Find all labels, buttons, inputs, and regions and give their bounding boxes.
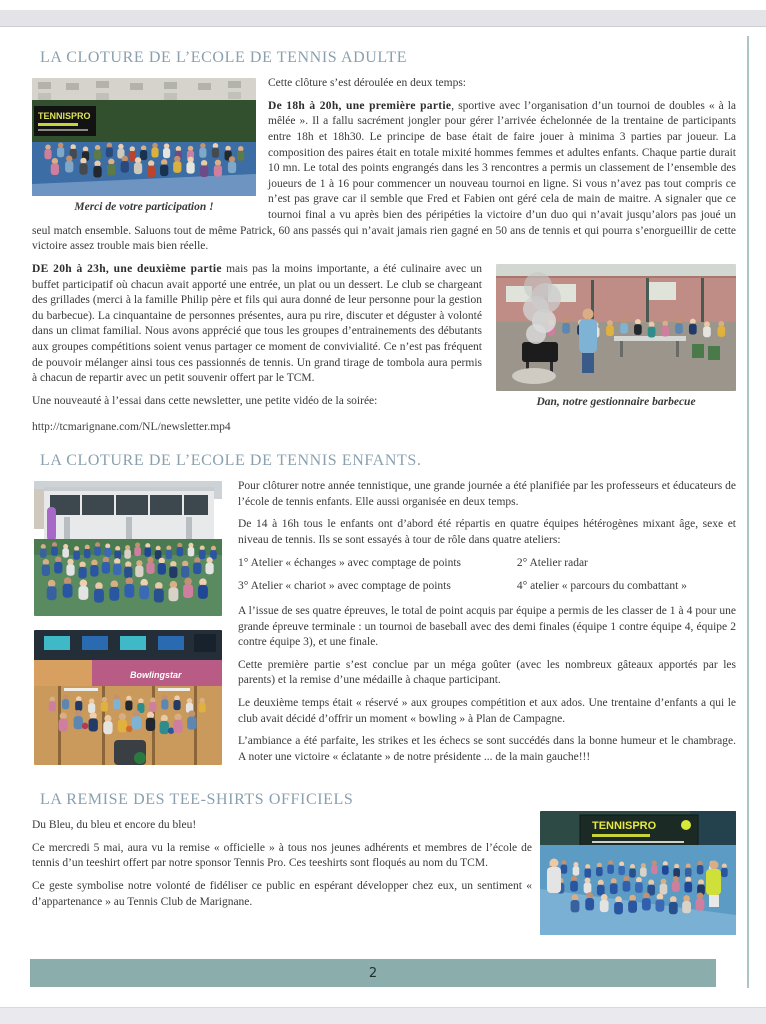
enfants-photo-column xyxy=(34,481,222,773)
bowling-photo xyxy=(34,630,222,765)
photo-adult-group xyxy=(32,78,256,213)
adulte-para1-body: , sportive avec l’organisation d’un tournoi de doubles « à la mêlée ». Il a fallu sacrément jongler pour gérer l’arrivée échelonnée de la trentaine de participants entre 18h et 18h30. Le principe de base était de faire jouer à minima 3 parties par joueur. La composition des paires était en totale mixité hommes femmes et adultes enfants. Chaque partie durait 10 mn. Le total des points engrangés dans les 3 rencontres a permis un classement de l’ensemble des joueurs de 1 à 16 pour commencer un nouveau tournoi en ligne. Si vous n’avez pas tout compris ce n’est pas grave car il semble que Fred et Fabien ont géré cela de main de maitre. A signaler que ce tournoi final a vu après bien des péripéties la victoire d’un duo qui n’avait jusqu’alors pas joué un seul match ensemble. Saluons tout de même Patrick, 60 ans passés qui n’avait jamais rien gagné en 50 ans de tennis et qui pourra s’enorgueillir de cette victoire assez trouble mais bien réelle. xyxy=(32,99,737,253)
adult-group-photo xyxy=(32,78,256,196)
photo-barbecue xyxy=(496,264,736,408)
page-content xyxy=(0,27,766,917)
bowlingstar-sign-text: Bowlingstar xyxy=(130,670,182,681)
adulte-intro: Cette clôture s’est déroulée en deux temps: xyxy=(268,77,466,89)
enfants-paragraph-6: L’ambiance a été parfaite, les strikes et les échecs se sont succédés dans la bonne humeur et le chambrage. A noter une victoire « éclatante » de notre présidente ... de la main gauche!!! xyxy=(238,735,736,763)
kids-crowd-photo xyxy=(34,481,222,616)
footer-bar xyxy=(30,959,716,987)
section-title-adulte: LA CLOTURE DE L’ECOLE DE TENNIS ADULTE xyxy=(40,49,408,66)
enfants-paragraph-2: De 14 à 16h tous le enfants ont d’abord été répartis en quatre équipes hétérogènes mixant âge, sexe et niveau de tennis. Ils se sont essayés à tour de rôle dans quatre ateliers: xyxy=(238,518,736,546)
adulte-para2-body: mais pas la moins importante, a été culinaire avec un buffet participatif où chacun avait apporté une entrée, un plat ou un dessert. Le club se chargeant des grillades (merci à la famille Philip père et fils qui aura donné de leur personne pour la gestion du barbecue). La cinquantaine de personnes présentes, aura pu rire, discuter et déguster à volonté dans un climat familial. Nous avons apprécié que tous les groupes d’entrainements des débutants aux groupes compétitions soient venus partager ce moment de convivialité. Ce n’est pas fréquent de pouvoir mélanger ainsi tous ces passionnés de tennis. Un grand tirage de tombola aura permis à chacun de repartir avec un petit souvenir offert par le TCM. xyxy=(32,262,482,385)
video-link[interactable]: http://tcmarignane.com/NL/newsletter.mp4 xyxy=(32,420,231,433)
page-number: 2 xyxy=(368,965,378,981)
teeshirts-text xyxy=(32,818,532,910)
teeshirts-paragraph-3: Ce geste symbolise notre volonté de fidéliser ce public en espérant développer chez eux, un sentiment « d’appartenance » au Tennis Club de Marignane. xyxy=(32,880,532,908)
teeshirts-photo xyxy=(540,811,736,935)
barbecue-photo xyxy=(496,264,736,391)
photo-teeshirts xyxy=(540,811,736,935)
photo-kids-crowd xyxy=(34,481,222,616)
section-cloture-adulte xyxy=(32,49,736,442)
section-title-teeshirts: LA REMISE DES TEE-SHIRTS OFFICIELS xyxy=(40,791,354,809)
enfants-paragraph-5: Le deuxième temps était « réservé » aux groupes compétition et aux ados. Une trentaine d’enfants a qui le club avait décidé d’offrir un moment « bowling » à Plan de Campagne. xyxy=(238,697,736,725)
atelier-item-1: 1° Atelier « échanges » avec comptage de points xyxy=(238,556,462,569)
tennispro-banner-text: TENNISPRO xyxy=(38,111,91,121)
atelier-item-2: 2° Atelier radar xyxy=(516,556,588,569)
atelier-item-3: 3° Atelier « chariot » avec comptage de points xyxy=(238,580,451,593)
enfants-paragraph-4: Cette première partie s’est conclue par un méga goûter (avec les nombreux gâteaux apportés par les parents) et la remise d’une médaille à chaque participant. xyxy=(238,658,736,687)
section-cloture-enfants xyxy=(32,452,736,777)
section-title-enfants: LA CLOTURE DE L’ECOLE DE TENNIS ENFANTS. xyxy=(40,452,422,470)
enfants-paragraph-3: A l’issue de ses quatre épreuves, le total de point acquis par équipe a permis de les classer de 1 à 4 pour une grande épreuve terminale : un tournoi de baseball avec des demi finales (équipe 1 contre équipe 4, équipe 2 contre équipe 3), et une finale. xyxy=(238,604,736,649)
enfants-paragraph-1: Pour clôturer notre année tennistique, une grande journée a été planifiée par les professeurs et éducateurs de l’école de tennis enfants. Elle aussi organisée en deux temps. xyxy=(238,480,736,508)
scan-top-edge xyxy=(0,10,766,27)
photo-adult-caption: Merci de votre participation ! xyxy=(74,201,214,213)
ateliers-list xyxy=(238,556,736,595)
teeshirts-paragraph-1: Du Bleu, du bleu et encore du bleu! xyxy=(32,819,197,832)
newsletter-video-note: Une nouveauté à l’essai dans cette newsletter, une petite vidéo de la soirée: xyxy=(32,394,378,407)
adulte-para2-lead: DE 20h à 23h, une deuxième partie xyxy=(32,262,222,275)
photo-bowling xyxy=(34,630,222,765)
scan-bottom-edge xyxy=(0,1007,766,1024)
section-teeshirts xyxy=(32,791,736,910)
atelier-item-4: 4° atelier « parcours du combattant » xyxy=(516,580,687,593)
photo-barbecue-caption: Dan, notre gestionnaire barbecue xyxy=(536,395,696,408)
tennispro-kids-banner-text: TENNISPRO xyxy=(592,820,657,833)
adulte-para1-lead: De 18h à 20h, une première partie xyxy=(268,99,452,112)
teeshirts-paragraph-2: Ce mercredi 5 mai, aura vu la remise « officielle » à tous nos jeunes adhérents et membres de l’école de tennis d’un teeshirt offert par notre sponsor Tennis Pro. Ces teeshirts sont floqués au nom du TCM. xyxy=(32,841,532,870)
